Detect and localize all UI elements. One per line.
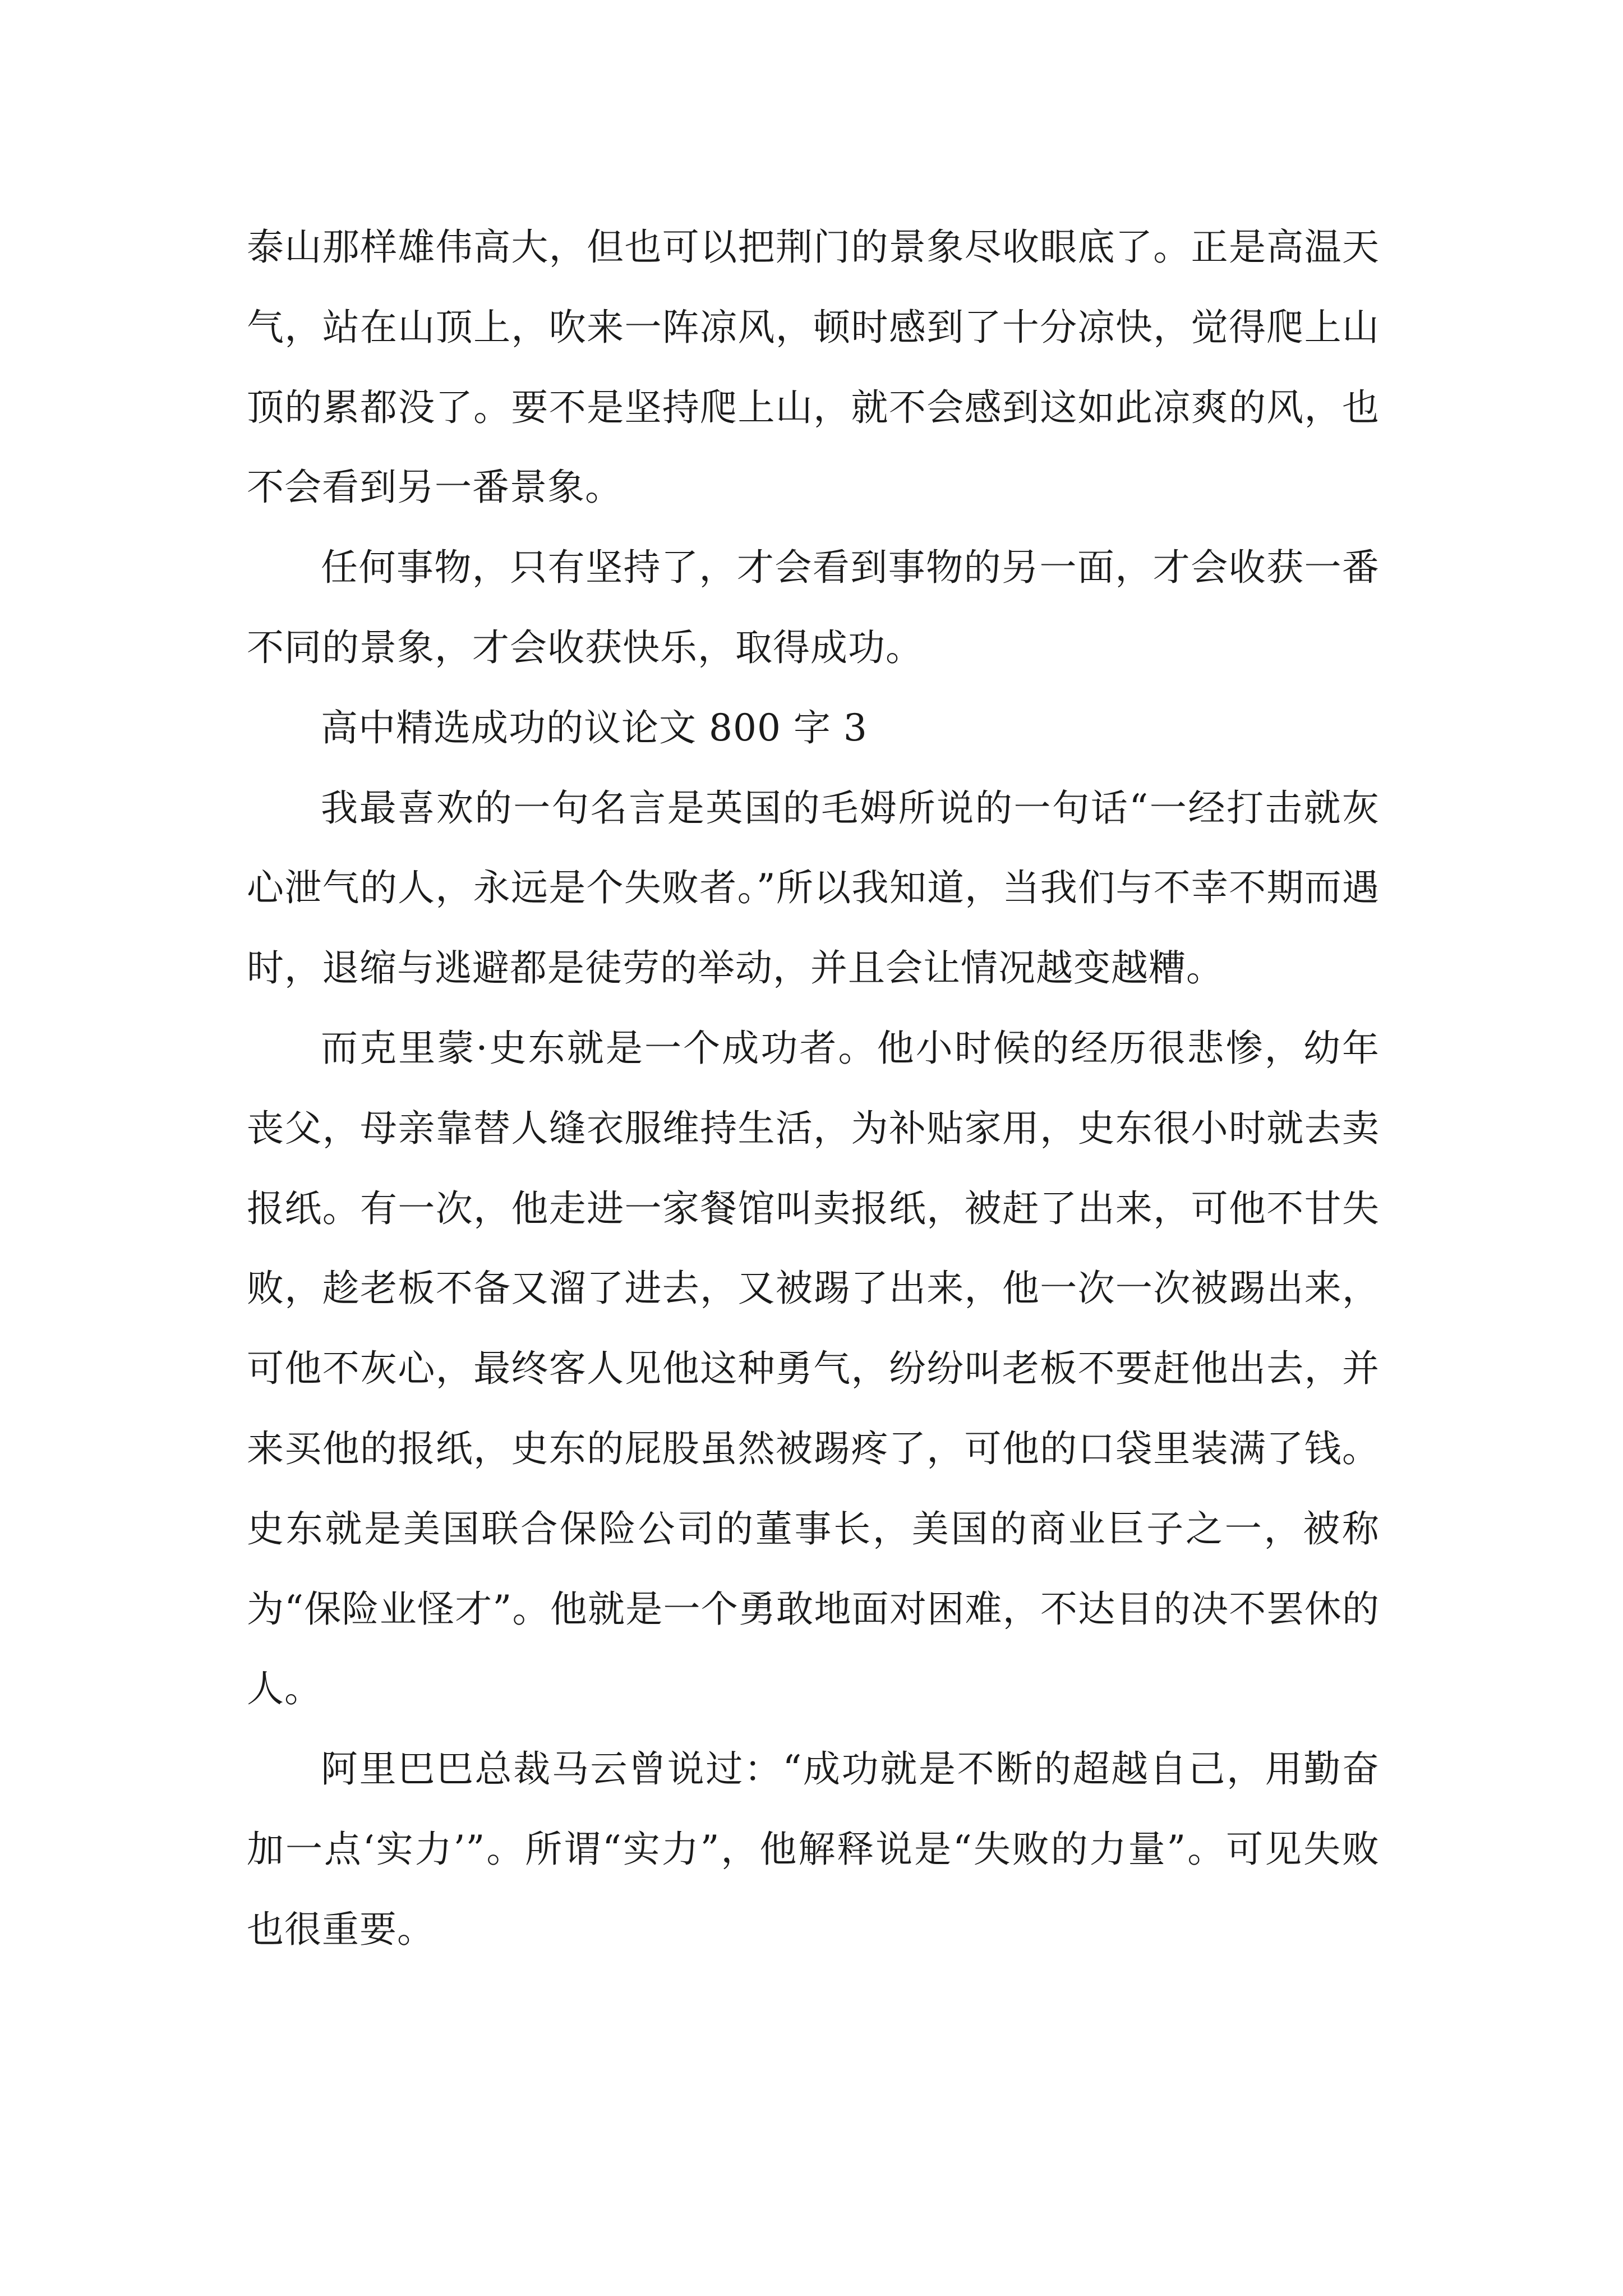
paragraph: 我最喜欢的一句名言是英国的毛姆所说的一句话“一经打击就灰心泄气的人，永远是个失败者。”所以我知道，当我们与不幸不期而遇时，退缩与逃避都是徒劳的举动，并且会让情况越变越糟。 [247,786,1380,990]
paragraph: 阿里巴巴总裁马云曾说过：“成功就是不断的超越自己，用勤奋加一点‘实力’”。所谓“实力”，他解释说是“失败的力量”。可见失败也很重要。 [247,1747,1380,1951]
section-heading: 高中精选成功的议论文 800 字 3 [321,706,868,749]
paragraph: 而克里蒙·史东就是一个成功者。他小时候的经历很悲惨，幼年丧父，母亲靠替人缝衣服维持生活，为补贴家用，史东很小时就去卖报纸。有一次，他走进一家餐馆叫卖报纸，被赶了出来，可他不甘失败，趁老板不备又溜了进去，又被踢了出来，他一次一次被踢出来，可他不灰心，最终客人见他这种勇气，纷纷叫老板不要赶他出去，并来买他的报纸，史东的屁股虽然被踢疼了，可他的口袋里装满了钱。史东就是美国联合保险公司的董事长，美国的商业巨子之一，被称为“保险业怪才”。他就是一个勇敢地面对困难，不达目的决不罢休的人。 [247,1026,1380,1711]
document-body [247,208,1380,1970]
paragraph: 任何事物，只有坚持了，才会看到事物的另一面，才会收获一番不同的景象，才会收获快乐，取得成功。 [247,546,1380,669]
paragraph-continued: 泰山那样雄伟高大，但也可以把荆门的景象尽收眼底了。正是高温天气，站在山顶上，吹来一阵凉风，顿时感到了十分凉快，觉得爬上山顶的累都没了。要不是坚持爬上山，就不会感到这如此凉爽的风，也不会看到另一番景象。 [247,226,1380,509]
